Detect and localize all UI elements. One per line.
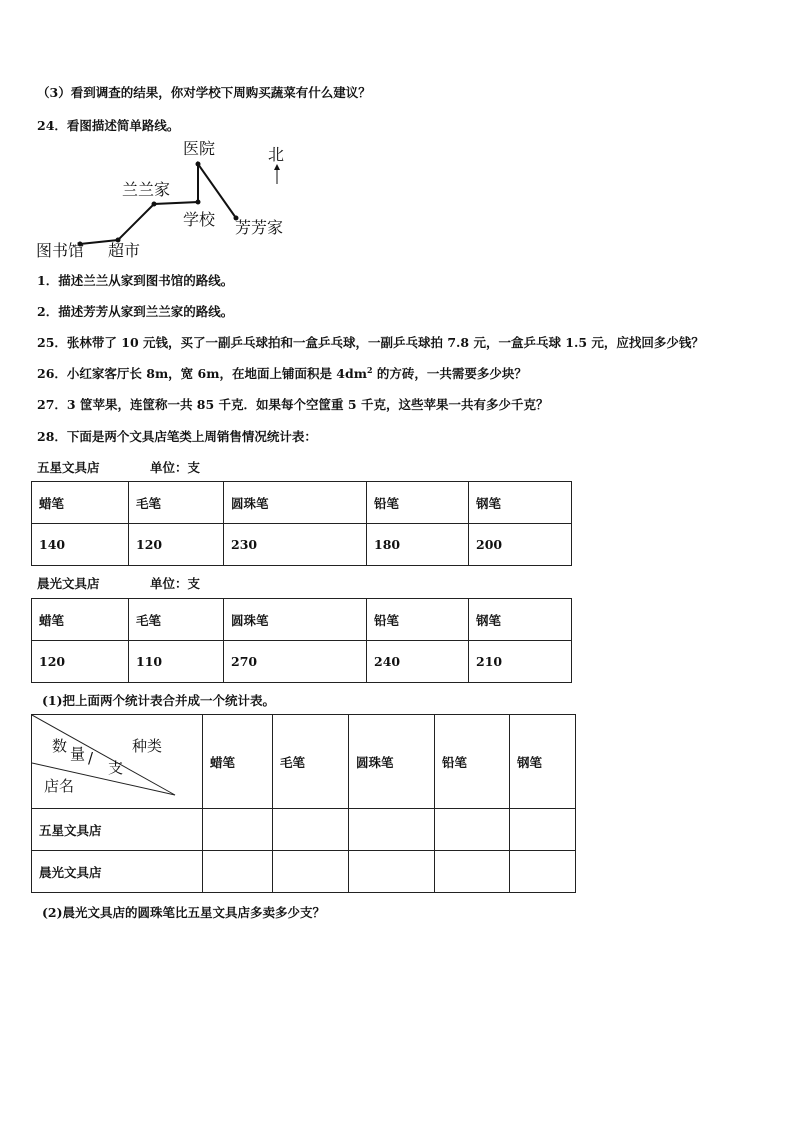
row-label-cell: 五星文具店 [32,809,203,851]
question-23-part-3: （3）看到调查的结果，你对学校下周购买蔬菜有什么建议？ [37,85,371,100]
table-header-row [32,599,572,641]
table-row [32,809,576,851]
value-cell: 270 [224,641,367,683]
value-cell: 200 [469,524,572,566]
value-cell: 110 [129,641,224,683]
header-cell: 铅笔 [367,482,469,524]
north-arrowhead-icon [274,164,280,170]
question-24-item-2: 2．描述芳芳从家到兰兰家的路线。 [37,304,234,319]
header-cell: 钢笔 [510,715,576,809]
value-cell: 180 [367,524,469,566]
corner-quantity-b: 量 [70,745,86,763]
header-cell: 蜡笔 [203,715,273,809]
combined-table [31,714,576,893]
lanlan-home-label: 兰兰家 [122,180,171,199]
corner-unit: 支 [108,759,124,777]
header-cell: 圆珠笔 [224,482,367,524]
library-label: 图书馆 [36,241,85,260]
corner-quantity-a: 数 [52,737,68,755]
empty-cell [203,851,273,893]
question-28-title: 28．下面是两个文具店笔类上周销售情况统计表： [37,429,317,444]
header-cell: 毛笔 [129,599,224,641]
store2-unit: 单位：支 [150,576,201,591]
corner-store: 店名 [44,777,75,795]
header-cell: 蜡笔 [32,482,129,524]
question-25: 25．张林带了 10 元钱，买了一副乒乓球拍和一盒乒乓球，一副乒乓球拍 7.8 元，一盒乒乓球 1.5 元，应找回多少钱？ [37,335,704,350]
lanlan-home-point [152,202,157,207]
fangfang-home-label: 芳芳家 [235,218,284,237]
store1-table [31,481,572,566]
supermarket-label: 超市 [108,241,141,260]
empty-cell [349,809,435,851]
question-27: 27．3 筐苹果，连筐称一共 85 千克．如果每个空筐重 5 千克，这些苹果一共有多少千克？ [37,397,549,412]
value-cell: 240 [367,641,469,683]
question-28-part-1: (1)把上面两个统计表合并成一个统计表。 [42,693,276,708]
route-line [80,164,236,244]
store1-name: 五星文具店 [37,460,100,475]
question-24-title: 24．看图描述简单路线。 [37,118,180,133]
school-label: 学校 [183,210,216,229]
header-cell: 钢笔 [469,482,572,524]
question-28-part-2: (2)晨光文具店的圆珠笔比五星文具店多卖多少支？ [42,905,326,920]
question-26-superscript: 2 [366,364,373,375]
header-cell: 圆珠笔 [349,715,435,809]
store2-name: 晨光文具店 [37,576,100,591]
empty-cell [273,851,349,893]
empty-cell [203,809,273,851]
diagonal-corner-cell [32,715,203,809]
table-header-row [32,482,572,524]
empty-cell [349,851,435,893]
north-label: 北 [268,145,285,164]
hospital-point [196,162,201,167]
empty-cell [435,809,510,851]
header-cell: 钢笔 [469,599,572,641]
store1-unit: 单位：支 [150,460,201,475]
header-cell: 蜡笔 [32,599,129,641]
corner-category: 种类 [132,737,163,755]
header-cell: 圆珠笔 [224,599,367,641]
corner-slash: / [88,749,94,767]
header-cell: 毛笔 [273,715,349,809]
value-cell: 140 [32,524,129,566]
row-label-cell: 晨光文具店 [32,851,203,893]
question-26 [37,364,527,382]
table-row [32,524,572,566]
table-row [32,851,576,893]
store2-table [31,598,572,683]
empty-cell [273,809,349,851]
question-26-text: 26．小红家客厅长 8m，宽 6m，在地面上铺面积是 4dm [37,366,367,381]
empty-cell [435,851,510,893]
school-point [196,200,201,205]
value-cell: 120 [32,641,129,683]
header-cell: 毛笔 [129,482,224,524]
route-map [36,138,306,266]
empty-cell [510,809,576,851]
question-24-item-1: 1．描述兰兰从家到图书馆的路线。 [37,273,234,288]
value-cell: 120 [129,524,224,566]
question-26-text-end: 的方砖，一共需要多少块？ [372,366,527,381]
table-header-row [32,715,576,809]
table-row [32,641,572,683]
value-cell: 210 [469,641,572,683]
header-cell: 铅笔 [435,715,510,809]
empty-cell [510,851,576,893]
hospital-label: 医院 [183,139,216,158]
header-cell: 铅笔 [367,599,469,641]
value-cell: 230 [224,524,367,566]
